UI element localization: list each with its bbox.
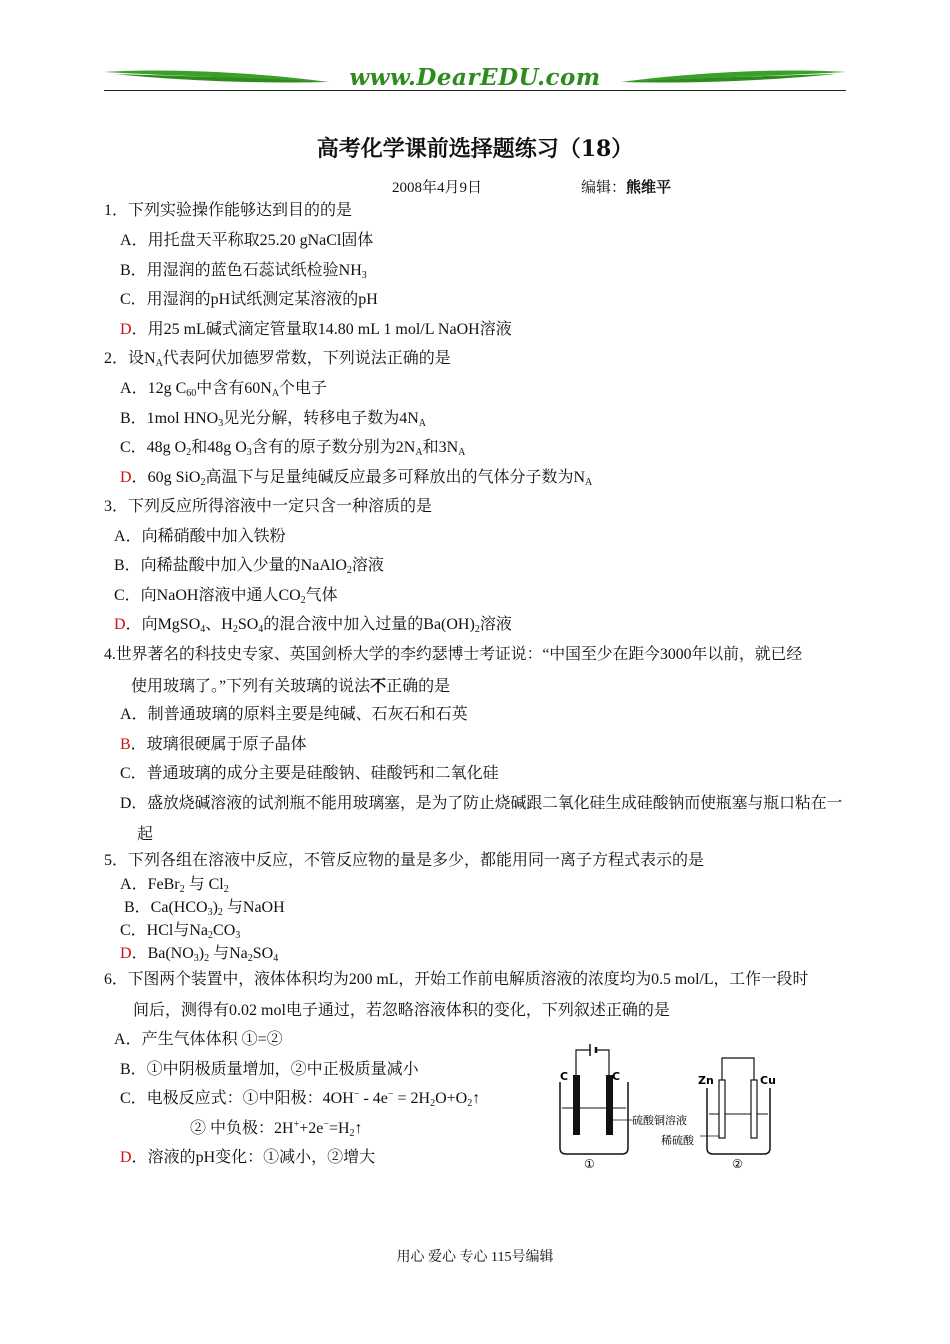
solution1-label: 硫酸铜溶液	[632, 1114, 687, 1127]
question-1-stem: 1．下列实验操作能够达到目的的是	[104, 202, 353, 219]
q1-option-c: C．用湿润的pH试纸测定某溶液的pH	[120, 291, 378, 308]
svg-text:Cu: Cu	[760, 1074, 776, 1087]
q6-option-c-cont: ② 中负极：$2H^++2e^-=H_2↑$	[190, 1119, 363, 1139]
question-4-stem-cont: 使用玻璃了。”下列有关玻璃的说法不正确的是	[131, 676, 451, 695]
q6-option-a: A．产生气体体积 ①=②	[114, 1031, 283, 1048]
cell2-label: ②	[732, 1157, 743, 1171]
question-3-stem: 3．下列反应所得溶液中一定只含一种溶质的是	[104, 498, 433, 515]
q4-option-c: C．普通玻璃的成分主要是硅酸钠、硅酸钙和二氧化硅	[120, 765, 499, 782]
q1-option-a: A．用托盘天平称取25.20 gNaCl固体	[120, 232, 374, 249]
svg-text:C: C	[612, 1070, 621, 1083]
site-url: www.DearEDU.com	[349, 64, 601, 91]
editor-name: 熊维平	[626, 180, 672, 196]
q2-option-d: D．60g SiO$_2$高温下与足量纯碱反应最多可释放出的气体分子数为$N_A$	[120, 469, 593, 488]
q5-option-d: D．$Ba(NO_3)_2$ 与$Na_2SO_4$	[120, 945, 279, 964]
q4-option-d: D．盛放烧碱溶液的试剂瓶不能用玻璃塞，是为了防止烧碱跟二氧化硅生成硅酸钠而使瓶塞与瓶口粘在一	[120, 795, 843, 812]
editor	[581, 176, 671, 197]
page-footer: 用心 爱心 专心 115号编辑	[396, 1250, 554, 1265]
page-title: 高考化学课前选择题练习（18）	[316, 136, 634, 162]
q2-option-a: A．12g $C_{60}$中含有$60N_A$个电子	[120, 380, 328, 399]
solution2-label: 稀硫酸	[661, 1134, 694, 1147]
q3-option-a: A．向稀硝酸中加入铁粉	[114, 528, 286, 545]
electrochem-diagram	[552, 1040, 792, 1175]
q4-option-b: B．玻璃很硬属于原子晶体	[120, 736, 307, 753]
header-rule	[104, 90, 846, 91]
q4-option-a: A．制普通玻璃的原料主要是纯碱、石灰石和石英	[120, 706, 468, 723]
q5-option-c: C．HCl与$Na_2CO_3$	[120, 922, 241, 941]
q4-option-d-cont: 起	[137, 826, 154, 843]
q2-option-c: C．48g $O_2$和48g $O_3$含有的原子数分别为$2N_A$和$3N_A$	[120, 439, 466, 458]
q5-option-a: A．FeBr$_2$ 与 $Cl_2$	[120, 876, 229, 895]
q1-option-d: D．用25 mL碱式滴定管量取14.80 mL 1 mol/L NaOH溶液	[120, 321, 512, 338]
editor-label: 编辑：	[581, 180, 627, 196]
electrolysis-cell-1	[560, 1044, 687, 1171]
q3-option-d: D．向MgSO$_4$、$H_2SO_4$的混合液中加入过量的$Ba(OH)_2$溶液	[114, 616, 512, 635]
question-4-stem: 4.世界著名的科技史专家、英国剑桥大学的李约瑟博士考证说：“中国至少在距今3000年以前，就已经	[104, 646, 803, 663]
date: 2008年4月9日	[392, 180, 483, 196]
q1-option-b: B．用湿润的蓝色石蕊试纸检验$NH_3$	[120, 262, 367, 281]
svg-text:Zn: Zn	[698, 1074, 714, 1087]
q6-option-d: D．溶液的pH变化：①减小，②增大	[120, 1149, 376, 1166]
question-5-stem: 5．下列各组在溶液中反应，不管反应物的量是多少，都能用同一离子方程式表示的是	[104, 852, 705, 869]
q3-option-b: B．向稀盐酸中加入少量的NaAlO$_2$溶液	[114, 557, 384, 576]
cell1-label: ①	[584, 1157, 595, 1171]
svg-text:C: C	[560, 1070, 569, 1083]
q3-option-c: C．向NaOH溶液中通人$CO_2$气体	[114, 587, 338, 606]
q6-option-b: B．①中阴极质量增加，②中正极质量减小	[120, 1061, 419, 1078]
question-6-stem: 6．下图两个装置中，液体体积均为200 mL，开始工作前电解质溶液的浓度均为0.5 mol/L，工作一段时	[104, 971, 809, 988]
q2-option-b: B．1mol $HNO_3$见光分解，转移电子数为$4N_A$	[120, 410, 427, 429]
q5-option-b: B．$Ca(HCO_3)_2$ 与NaOH	[124, 899, 285, 918]
q6-option-c: C．电极反应式：①中阳极：$4OH^- - 4e^- = 2H_2O+O_2↑$	[120, 1089, 481, 1109]
question-2-stem: 2．设$N_A$代表阿伏加德罗常数，下列说法正确的是	[104, 350, 451, 369]
question-6-stem-cont: 间后，测得有0.02 mol电子通过，若忽略溶液体积的变化，下列叙述正确的是	[133, 1002, 670, 1019]
